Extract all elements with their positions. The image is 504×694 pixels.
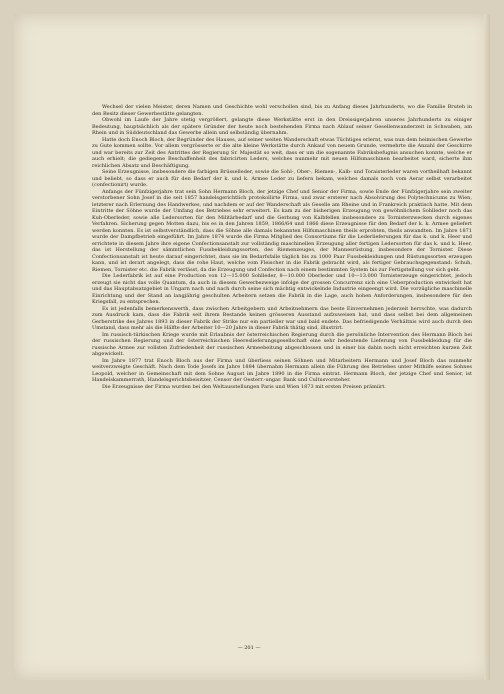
paragraph: Die Erzeugnisse der Firma wurden bei den Weltausstellungen Paris und Wien 1873 mit ersten Preisen prämiirt. bbox=[102, 383, 387, 390]
page-binding-edge bbox=[484, 14, 490, 680]
paragraph: Wechsel der vielen Meister, deren Namen und Geschichte wohl verschollen sind, bis zu Anfang dieses Jahrhunderts, wo die Familie Bruteh in den Besitz dieser Gewerbestätte gelangten. bbox=[92, 104, 472, 117]
paragraph: Seine Erzeugnisse, insbesondere die farbigen Brüsselleder, sowie die Sohl-, Ober-, Riemen-, Kalb- und Toraisterleder waren vortheilhaft bekannt und beliebt, so dass er auch für den Bedarf der k. und k. Armee Leder zu liefern bekam, welches damals noch vom Aerar selbst verarbeitet (confectionirt) wurde. bbox=[92, 169, 472, 188]
paragraph: Hatte doch Enoch Bloch, der Begründer des Hauses, auf seiner weiten Wanderschaft etwas Tüchtiges erlernt, was nun dem heimischen Gewerbe zu Gute kommen sollte. Vor allem vergrösserte er die alte kleine Werkstätte durch Ankauf von neuem Grunde, vermehrte die Anzahl der Geschirre und war bereits zur Zeit des Antrittes der Regierung Sr. Majestät so weit, dass er um die sogenannte Fabriksbefugnis ansuchen konnte, welche er auch erhielt; die gediegene Beschaffenheit des fabricirten Leders, welches nunmehr mit neuen Hilfsmaschinen bearbeitet ward, sicherte ihm reichlichen Absatz und Beschäftigung. bbox=[92, 136, 472, 169]
paragraph: Im russisch-türkischen Kriege wurde mit Erlaubnis der österreichischen Regierung durch die persönliche Intervention des Hermann Bloch bei der russischen Regierung und der österreichischen Heereslieferungsgesellschaft eine sehr bedeutende Lieferung von Fussbekleidung für die russische Armee zur vollsten Zufriedenheit der russischen Armeebeitung abgeschlossen und in einer bis dahin noch nicht erreichten kurzen Zeit abgewickelt. bbox=[92, 331, 472, 357]
paragraph: Es ist jedenfalls bemerkenswerth, dass zwischen Arbeitgebern und Arbeitnehmern das beste Einvernehmen jederzeit herrschte, was dadurch zum Ausdruck kam, dass die Fabrik seit ihrem Bestande keinen grösseren Ausstand aufzuweisen hat, und dass selbst bei dem allgemeinen Gerberstrike des Jahres 1893 in dieser Fabrik der Strike nur ein partieller war und bald endete. Das befriedigende Verhältnis wird auch durch den Umstand, dass mehr als die Hälfte der Arbeiter 10—20 Jahre in dieser Fabrik thätig sind, illustrirt. bbox=[92, 305, 472, 331]
book-page bbox=[14, 14, 490, 680]
paragraph: Die Lederfabrik ist auf eine Production von 12—15.000 Sohlleder, 8—10.000 Oberleder und 10—13.000 Tornisterzeuge eingerichtet, jedoch erzeugt sie nicht das volle Quantum, da auch in diesem Gewerbezweige infolge der grossen Concurrenz sich eine Ueberproduction entwickelt hat und das Hauptabsatzgebiet in Ungarn nach und nach durch seine sich mächtig entwickelnde Industrie eingeengt wird. Die vorzügliche maschinelle Einrichtung und der Stand an langjährig geschulten Arbeitern setzen die Fabrik in die Lage, auch hohen Anforderungen, insbesondere für den Kriegsfall, zu entsprechen. bbox=[92, 273, 472, 305]
paragraph: Obwohl im Laufe der Jahre stetig vergrößert, gelangte diese Werkstätte erst in den Dreissigerjahren unseres Jahrhunderts zu einiger Bedeutung, hauptsächlich als der spätere Gründer der heute noch bestehenden Firma nach Ablauf seiner Gesellenwanderzeit in Schwaben, am Rhein und in Süddeutschland das Gewerbe allein und selbständig übernahm. bbox=[92, 117, 472, 136]
paragraph: Im Jahre 1877 trat Enoch Bloch aus der Firma und überliess seinen Söhnen und Mitarbeitern Hermann und Josef Bloch das nunmehr weitverzweigte Geschäft. Nach dem Tode Josefs im Jahre 1884 übernahm Hermann allein die Führung des Betriebes unter Mithilfe seines Sohnes Leopold, welcher in Gemeinschaft mit dem Sohne August im Jahre 1890 in die Firma eintrat. Hermann Bloch, der jetzige Chef und Senior, ist Handelskammerrath, Handelsgerichtsbeisitzer, Censor der Oesterr.-ungar. Bank und Cultusvorsteher. bbox=[92, 357, 472, 383]
paragraph: Anfangs der Fünfzigerjahre trat sein Sohn Hermann Bloch, der jetzige Chef und Senior der Firma, sowie Ende der Fünfzigerjahre sein zweiter verstorbener Sohn Josef in die seit 1857 handelsgerichtlich protokollirte Firma, und zwar ersterer nach Absolvirung des Polytechnicums zu Wien, letzterer nach Erlernung des Handwerkes, und nachdem er auf der Wanderschaft als Geselle am Rheine und in Frankreich praktisch hatte. Mit dem Eintritte der Söhne wurde der Umfang des Betriebes sehr erweitert. Es kam zu der bisherigen Erzeugung von gewöhnlichem Sohlleder noch das Kuh-Oberleder, sowie alle Ledersorten für den Militärbedarf und die Gerbung von Kalbfellen insbesondere zu Tornisterzwecken durch eigenes Verfahren. Sicherung gegen Motten dazu, bis es in den Jahren 1859, 1866/64 und 1866 diese Erzeugnisse für den Bedarf der k. k. Armee geliefert werden konnten. Es ist selbstverständlich, dass die Söhne alle damals bekannten Hilfsmaschinen theils erprobten, theils anwandten. Im Jahre 1871 wurde der Dampfbetrieb eingeführt. Im Jahre 1874 wurde die Firma Mitglied des Consortiums für die Lederlieferungen für das k. und k. Heer und errichtete in diesem Jahre ihre eigene Confectionsanstalt zur vollständig maschinellen Erzeugung aller fertigen Ledersorten für das k. und k. Heer, das ist Herstellung der sämmtlichen Fussbekleidungssorten, des Riemenzeuges, der Mannesrüstung, insbesondere der Tornister. Diese Confectionsanstalt ist heute darauf eingerichtet, dass sie im Bedarfsfalle täglich bis zu 1000 Paar Fussbekleidungen und Rüstungssorten erzeugen kann, und ist derart angelegt, dass die rohe Haut, welche vom Fleischer in die Fabrik gebracht wird, als fertiger Gebrauchsgegenstand: Schuh, Riemen, Tornister etc. die Fabrik verlässt, da die Erzeugung und Confection nach einem bestimmten System bis zur Fertigstellung vor sich geht. bbox=[92, 188, 472, 273]
body-text bbox=[92, 104, 472, 390]
page-number: — 201 — bbox=[237, 645, 261, 651]
